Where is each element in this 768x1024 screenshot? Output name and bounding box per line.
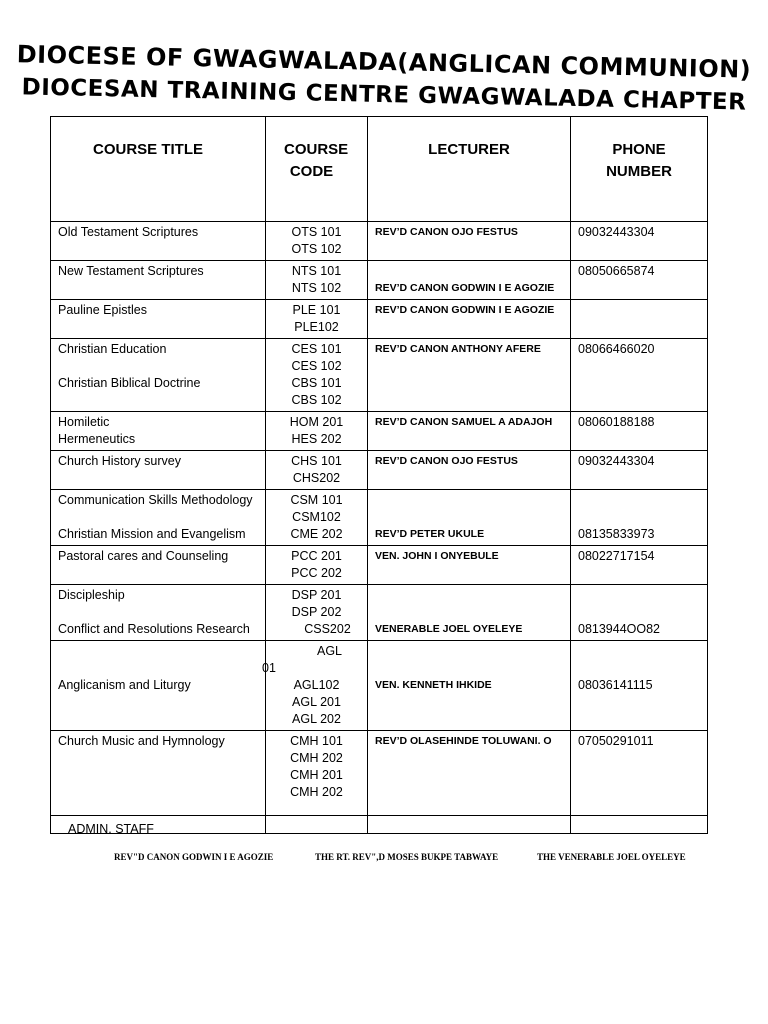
- course-code: PCC 201: [291, 549, 342, 563]
- course-title: Church Music and Hymnology: [58, 734, 225, 748]
- course-code: CES 101: [291, 342, 342, 356]
- course-code: CMH 202: [290, 785, 343, 799]
- lecturer-cell: REV’D CANON OJO FESTUS: [368, 222, 571, 261]
- header-row: [51, 117, 708, 222]
- table-row: [51, 222, 708, 261]
- col-header-phone: PHONE NUMBER: [571, 117, 708, 222]
- course-code: CES 102: [291, 359, 342, 373]
- course-title: Church History survey: [58, 454, 181, 468]
- course-code-cell: [266, 261, 368, 300]
- table-row: [51, 585, 708, 641]
- table-row: [51, 490, 708, 546]
- course-code: OTS 102: [291, 242, 342, 256]
- course-code: NTS 101: [291, 264, 342, 278]
- col-header-course-title: COURSE TITLE: [51, 117, 266, 222]
- course-title-cell: [51, 641, 266, 731]
- course-title: New Testament Scriptures: [58, 264, 204, 278]
- course-code: DSP 202: [291, 605, 342, 619]
- empty-cell: [368, 816, 571, 834]
- course-code: AGL 202: [292, 712, 341, 726]
- table-row: [51, 261, 708, 300]
- phone-cell: 08050665874: [571, 261, 708, 300]
- course-code: PCC 202: [291, 566, 342, 580]
- course-code-cell: [266, 339, 368, 412]
- phone-number: 0813944OO82: [578, 622, 661, 636]
- course-title-cell: [51, 546, 266, 585]
- lecturer-cell: REV’D CANON SAMUEL A ADAJOH: [368, 412, 571, 451]
- course-title-cell: [51, 585, 266, 641]
- course-title: Christian Education: [58, 342, 167, 356]
- course-code: CMH 202: [290, 751, 343, 765]
- phone-number: 08036141115: [578, 678, 653, 692]
- course-code: PLE102: [294, 320, 339, 334]
- lecturer-cell: REV’D CANON OJO FESTUS: [368, 451, 571, 490]
- admin-staff-label: ADMIN. STAFF: [68, 822, 154, 836]
- course-title: Discipleship: [58, 588, 125, 602]
- lecturer-name: VENERABLE JOEL OYELEYE: [375, 623, 523, 635]
- course-title: Pastoral cares and Counseling: [58, 549, 229, 563]
- admin-staff-name: THE RT. REV",D MOSES BUKPE TABWAYE: [315, 852, 499, 862]
- course-code-cell: [266, 585, 368, 641]
- admin-staff-name: REV"D CANON GODWIN I E AGOZIE: [114, 852, 274, 862]
- course-code: AGL102: [293, 678, 340, 692]
- table-row: [51, 546, 708, 585]
- course-code: AGL: [316, 644, 342, 658]
- phone-cell: 09032443304: [571, 451, 708, 490]
- course-code-cell: [266, 412, 368, 451]
- lecturer-name: REV’D PETER UKULE: [375, 528, 485, 540]
- course-title: Anglicanism and Liturgy: [58, 678, 191, 692]
- course-code: CSS202: [304, 622, 351, 636]
- course-title: Communication Skills Methodology: [58, 493, 253, 507]
- course-code: OTS 101: [291, 225, 342, 239]
- course-code-cell: [266, 731, 368, 816]
- course-title-cell: [51, 412, 266, 451]
- lecturer-cell: REV’D CANON ANTHONY AFERE: [368, 339, 571, 412]
- phone-cell: 09032443304: [571, 222, 708, 261]
- lecturer-name: VEN. KENNETH IHKIDE: [375, 679, 492, 691]
- phone-cell: [571, 490, 708, 546]
- course-code: CHS202: [292, 471, 341, 485]
- course-title: Hermeneutics: [58, 432, 136, 446]
- table-row: [51, 451, 708, 490]
- course-title-cell: [51, 300, 266, 339]
- lecturer-cell: [368, 490, 571, 546]
- course-code: HES 202: [291, 432, 342, 446]
- course-code: CSM102: [292, 510, 341, 524]
- course-code: CBS 101: [291, 376, 342, 390]
- course-code: CMH 101: [290, 734, 343, 748]
- course-code: NTS 102: [291, 281, 342, 295]
- table-row: [51, 731, 708, 816]
- course-title-cell: [51, 731, 266, 816]
- table-row: [51, 339, 708, 412]
- course-code: CBS 102: [291, 393, 342, 407]
- empty-cell: [266, 816, 368, 834]
- phone-cell: 08066466020: [571, 339, 708, 412]
- course-code-cell: [266, 300, 368, 339]
- phone-cell: [571, 641, 708, 731]
- lecturer-name: REV’D CANON GODWIN I E AGOZIE: [375, 282, 555, 294]
- course-table: [50, 116, 708, 834]
- lecturer-cell: [368, 261, 571, 300]
- phone-cell: 07050291011: [571, 731, 708, 816]
- lecturer-cell: REV’D OLASEHINDE TOLUWANI. O: [368, 731, 571, 816]
- course-title: Christian Biblical Doctrine: [58, 376, 201, 390]
- phone-cell: [571, 585, 708, 641]
- training-centre-title: DIOCESAN TRAINING CENTRE GWAGWALADA CHAPTER: [21, 74, 747, 116]
- course-title: Pauline Epistles: [58, 303, 147, 317]
- course-code: CMH 201: [290, 768, 343, 782]
- course-code: CME 202: [290, 527, 343, 541]
- lecturer-cell: REV’D CANON GODWIN I E AGOZIE: [368, 300, 571, 339]
- course-title-cell: [51, 490, 266, 546]
- course-title-cell: [51, 261, 266, 300]
- lecturer-cell: VEN. JOHN I ONYEBULE: [368, 546, 571, 585]
- phone-cell: 08022717154: [571, 546, 708, 585]
- course-title: Christian Mission and Evangelism: [58, 527, 246, 541]
- course-code: 01: [262, 661, 276, 675]
- course-code: HOM 201: [289, 415, 344, 429]
- table-row: [51, 300, 708, 339]
- course-code-cell: [266, 451, 368, 490]
- course-code: PLE 101: [292, 303, 341, 317]
- course-title-cell: [51, 451, 266, 490]
- course-title: Homiletic: [58, 415, 110, 429]
- col-header-lecturer: LECTURER: [368, 117, 571, 222]
- course-code-cell: [266, 490, 368, 546]
- course-code: CHS 101: [291, 454, 342, 468]
- phone-cell: [571, 300, 708, 339]
- empty-cell: [571, 816, 708, 834]
- course-title: Old Testament Scriptures: [58, 225, 199, 239]
- course-title: Conflict and Resolutions Research: [58, 622, 250, 636]
- course-code: DSP 201: [291, 588, 342, 602]
- table-row: [51, 412, 708, 451]
- col-header-course-code: COURSE CODE: [266, 117, 368, 222]
- course-code: CSM 101: [290, 493, 343, 507]
- course-code-cell: [266, 546, 368, 585]
- phone-cell: 08060188188: [571, 412, 708, 451]
- admin-staff-name: THE VENERABLE JOEL OYELEYE: [537, 852, 686, 862]
- course-code-cell: [266, 222, 368, 261]
- table-row: [51, 641, 708, 731]
- phone-number: 08135833973: [578, 527, 655, 541]
- course-title-cell: [51, 339, 266, 412]
- lecturer-cell: [368, 585, 571, 641]
- course-title-cell: [51, 222, 266, 261]
- course-code-cell: [262, 641, 368, 731]
- lecturer-cell: [368, 641, 571, 731]
- diocese-title: DIOCESE OF GWAGWALADA(ANGLICAN COMMUNION): [16, 40, 752, 84]
- course-code: AGL 201: [292, 695, 341, 709]
